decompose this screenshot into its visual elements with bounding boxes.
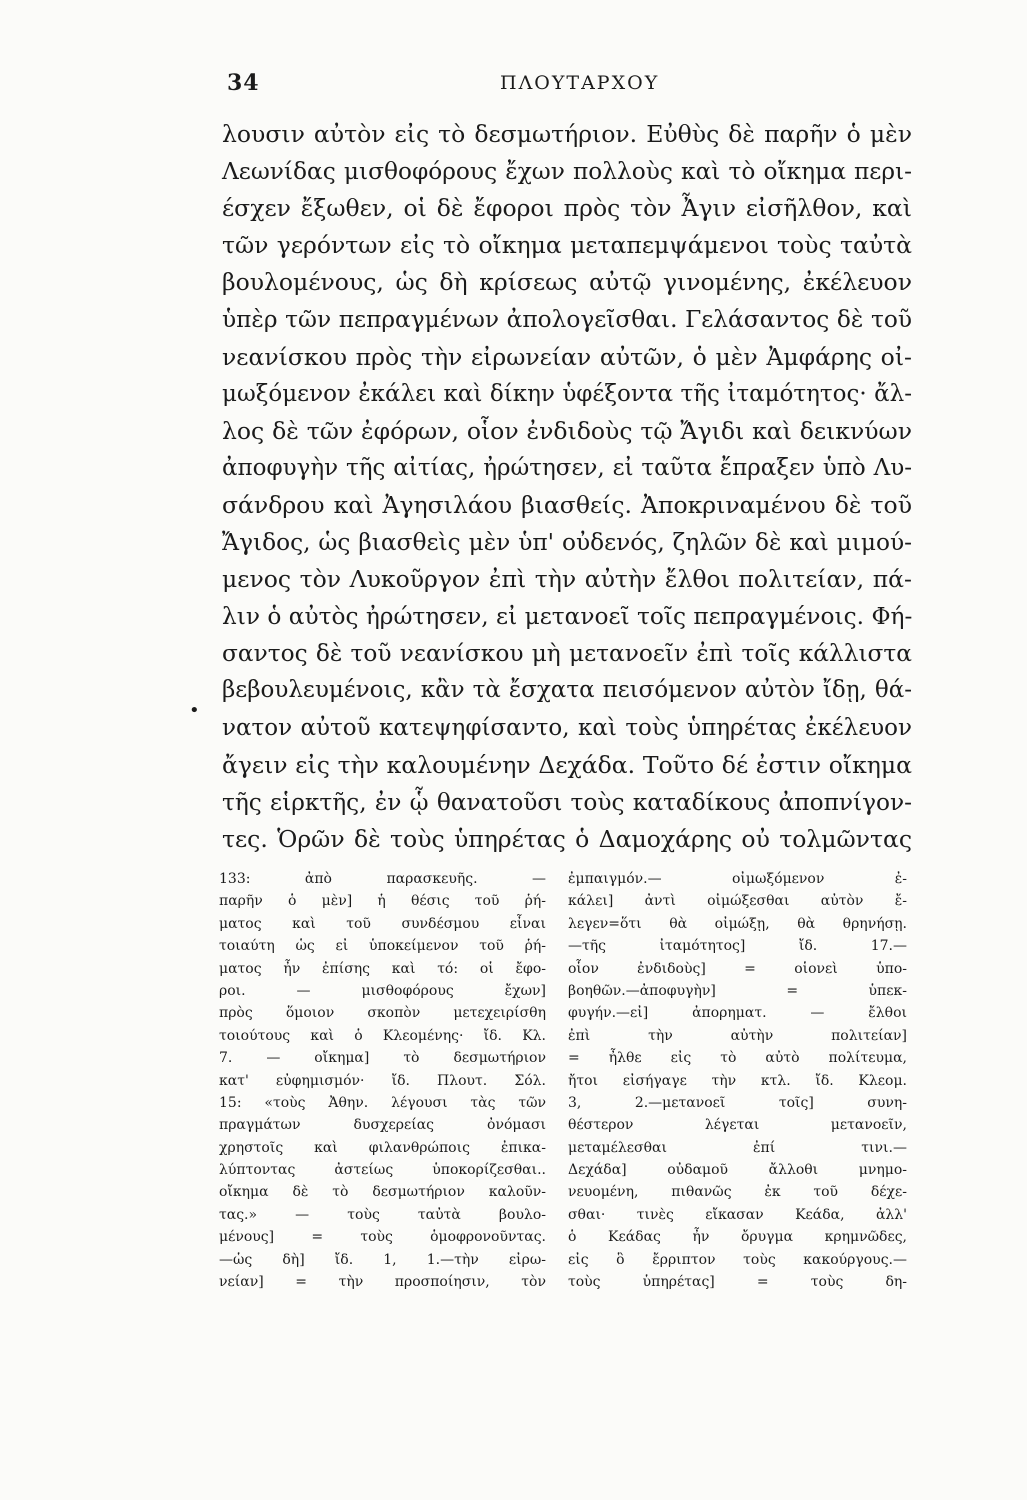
- commentary-line: 7. — οἴκημα] τὸ δεσμωτήριον: [219, 1050, 546, 1067]
- commentary-line: ματος καὶ τοῦ συνδέσμου εἶναι: [219, 915, 546, 932]
- main-text-line: σαντος δὲ τοῦ νεανίσκου μὴ μετανοεῖν ἐπὶ τοῖς κάλλιστα: [222, 640, 912, 668]
- commentary-line: Δεχάδα] οὐδαμοῦ ἄλλοθι μνημο-: [568, 1162, 907, 1179]
- main-text-line: νεανίσκου πρὸς τὴν εἰρωνείαν αὐτῶν, ὁ μὲν Ἀμφάρης οἰ-: [222, 342, 912, 371]
- commentary-line: κάλει] ἀντὶ οἰμώξεσθαι αὐτὸν ἔ-: [568, 893, 907, 910]
- commentary-line: βοηθῶν.—ἀποφυγὴν] = ὑπεκ-: [568, 982, 907, 999]
- main-text-line: λιν ὁ αὐτὸς ἠρώτησεν, εἰ μετανοεῖ τοῖς πεπραγμένοις. Φή-: [222, 603, 913, 631]
- commentary-line: —ὡς δὴ] ἴδ. 1, 1.—τὴν εἰρω-: [219, 1251, 546, 1268]
- main-text-line: Ἄγιδος, ὡς βιασθεὶς μὲν ὑπ' οὐδενός, ζηλῶν δὲ καὶ μιμού-: [222, 529, 912, 557]
- margin-dot: •: [189, 700, 200, 721]
- main-text-block: [222, 116, 912, 858]
- commentary-line: λεγεν=ὅτι θὰ οἰμώξῃ, θὰ θρηνήσῃ.: [568, 915, 907, 932]
- running-title: ΠΛΟΥΤΑΡΧΟΥ: [500, 72, 660, 94]
- main-text-line: βεβουλευμένοις, κἂν τὰ ἔσχατα πεισόμενον αὐτὸν ἴδῃ, θά-: [222, 677, 912, 704]
- commentary-line: = ἦλθε εἰς τὸ αὐτὸ πολίτευμα,: [568, 1050, 907, 1067]
- commentary-left-column: [219, 868, 546, 1293]
- commentary-line: τοὺς ὑπηρέτας] = τοὺς δη-: [568, 1274, 907, 1291]
- commentary-line: σθαι· τινὲς εἴκασαν Κεάδα, ἀλλ': [568, 1206, 907, 1223]
- commentary-line: πρὸς ὅμοιον σκοπὸν μετεχειρίσθη: [219, 1005, 546, 1022]
- commentary-line: μεταμέλεσθαι ἐπί τινι.—: [568, 1139, 907, 1156]
- commentary-line: οἷον ἐνδιδοὺς] = οἱονεὶ ὑπο-: [568, 960, 907, 977]
- commentary-line: οἴκημα δὲ τὸ δεσμωτήριον καλοῦν-: [219, 1184, 546, 1201]
- main-text-line: τῶν γερόντων εἰς τὸ οἴκημα μεταπεμψάμενοι τοὺς ταὐτὰ: [222, 231, 912, 260]
- commentary-line: νευομένη, πιθανῶς ἐκ τοῦ δέχε-: [568, 1184, 907, 1201]
- commentary-line: ἐπὶ τὴν αὐτὴν πολιτείαν]: [568, 1027, 907, 1044]
- commentary-line: 15: «τοὺς Ἀθην. λέγουσι τὰς τῶν: [219, 1094, 546, 1111]
- main-text-line: σάνδρου καὶ Ἀγησιλάου βιασθείς. Ἀποκριναμένου δὲ τοῦ: [222, 490, 912, 519]
- commentary-line: νείαν] = τὴν προσποίησιν, τὸν: [219, 1274, 546, 1291]
- commentary-right-column: [568, 868, 907, 1293]
- main-text-line: λος δὲ τῶν ἐφόρων, οἷον ἐνδιδοὺς τῷ Ἄγιδι καὶ δεικνύων: [222, 416, 912, 445]
- commentary-line: τοιαύτη ὡς εἰ ὑποκείμενον τοῦ ῥή-: [219, 938, 546, 955]
- commentary-line: ροι. — μισθοφόρους ἔχων]: [219, 982, 546, 999]
- commentary-line: κατ' εὐφημισμόν· ἴδ. Πλουτ. Σόλ.: [219, 1072, 546, 1089]
- commentary-line: τας.» — τοὺς ταὐτὰ βουλο-: [219, 1206, 546, 1223]
- commentary-line: 3, 2.—μετανοεῖ τοῖς] συνη-: [568, 1094, 907, 1111]
- main-text-line: τῆς εἱρκτῆς, ἐν ᾧ θανατοῦσι τοὺς καταδίκους ἀποπνίγον-: [222, 788, 912, 816]
- commentary-line: ἐμπαιγμόν.— οἰμωξόμενον ἐ-: [568, 871, 907, 887]
- commentary-line: 133: ἀπὸ παρασκευῆς. —: [219, 871, 546, 887]
- commentary-line: ὁ Κεάδας ἦν ὄρυγμα κρημνῶδες,: [568, 1229, 907, 1246]
- main-text-line: μενος τὸν Λυκοῦργον ἐπὶ τὴν αὐτὴν ἔλθοι πολιτείαν, πά-: [222, 565, 912, 594]
- commentary-line: τοιούτους καὶ ὁ Κλεομένης· ἴδ. Κλ.: [219, 1027, 546, 1044]
- main-text-line: ἄγειν εἰς τὴν καλουμένην Δεχάδα. Τοῦτο δέ ἐστιν οἴκημα: [222, 750, 912, 779]
- main-text-line: νατον αὐτοῦ κατεψηφίσαντο, καὶ τοὺς ὑπηρέτας ἐκέλευον: [222, 714, 912, 741]
- commentary-line: φυγήν.—εἰ] ἀπορηματ. — ἔλθοι: [568, 1005, 907, 1022]
- commentary-line: θέστερον λέγεται μετανοεῖν,: [568, 1117, 907, 1134]
- page-number: 34: [227, 70, 260, 96]
- commentary-line: πραγμάτων δυσχερείας ὀνόμασι: [219, 1117, 546, 1134]
- main-text-line: Λεωνίδας μισθοφόρους ἔχων πολλοὺς καὶ τὸ οἴκημα περι-: [222, 158, 912, 186]
- main-text-line: ὑπὲρ τῶν πεπραγμένων ἀπολογεῖσθαι. Γελάσαντος δὲ τοῦ: [222, 306, 912, 334]
- commentary-line: —τῆς ἰταμότητος] ἴδ. 17.—: [568, 938, 907, 955]
- commentary-line: χρηστοῖς καὶ φιλανθρώποις ἐπικα-: [219, 1139, 546, 1156]
- commentary-line: μένους] = τοὺς ὁμοφρονοῦντας.: [219, 1229, 546, 1246]
- main-text-line: λουσιν αὐτὸν εἰς τὸ δεσμωτήριον. Εὐθὺς δὲ παρῆν ὁ μὲν: [222, 120, 912, 148]
- commentary-line: ἤτοι εἰσήγαγε τὴν κτλ. ἴδ. Κλεομ.: [568, 1072, 907, 1089]
- main-text-line: βουλομένους, ὡς δὴ κρίσεως αὐτῷ γινομένης, ἐκέλευον: [222, 268, 912, 297]
- main-text-line: ἀποφυγὴν τῆς αἰτίας, ἠρώτησεν, εἰ ταῦτα ἔπραξεν ὑπὸ Λυ-: [222, 454, 912, 481]
- main-text-line: έσχεν ἔξωθεν, οἱ δὲ ἔφοροι πρὸς τὸν Ἆγιν εἰσῆλθον, καὶ: [222, 194, 912, 223]
- main-text-line: μωξόμενον ἐκάλει καὶ δίκην ὑφέξοντα τῆς ἰταμότητος· ἄλ-: [222, 380, 912, 407]
- commentary-line: ματος ἦν ἐπίσης καὶ τό: οἱ ἔφο-: [219, 960, 546, 977]
- main-text-line: τες. Ὁρῶν δὲ τοὺς ὑπηρέτας ὁ Δαμοχάρης οὐ τολμῶντας: [222, 824, 912, 853]
- commentary-line: παρῆν ὁ μὲν] ἡ θέσις τοῦ ῥή-: [219, 893, 546, 910]
- commentary-line: εἰς ὃ ἔρριπτον τοὺς κακούργους.—: [568, 1251, 907, 1268]
- commentary-line: λύπτοντας ἀστείως ὑποκορίζεσθαι..: [219, 1162, 546, 1179]
